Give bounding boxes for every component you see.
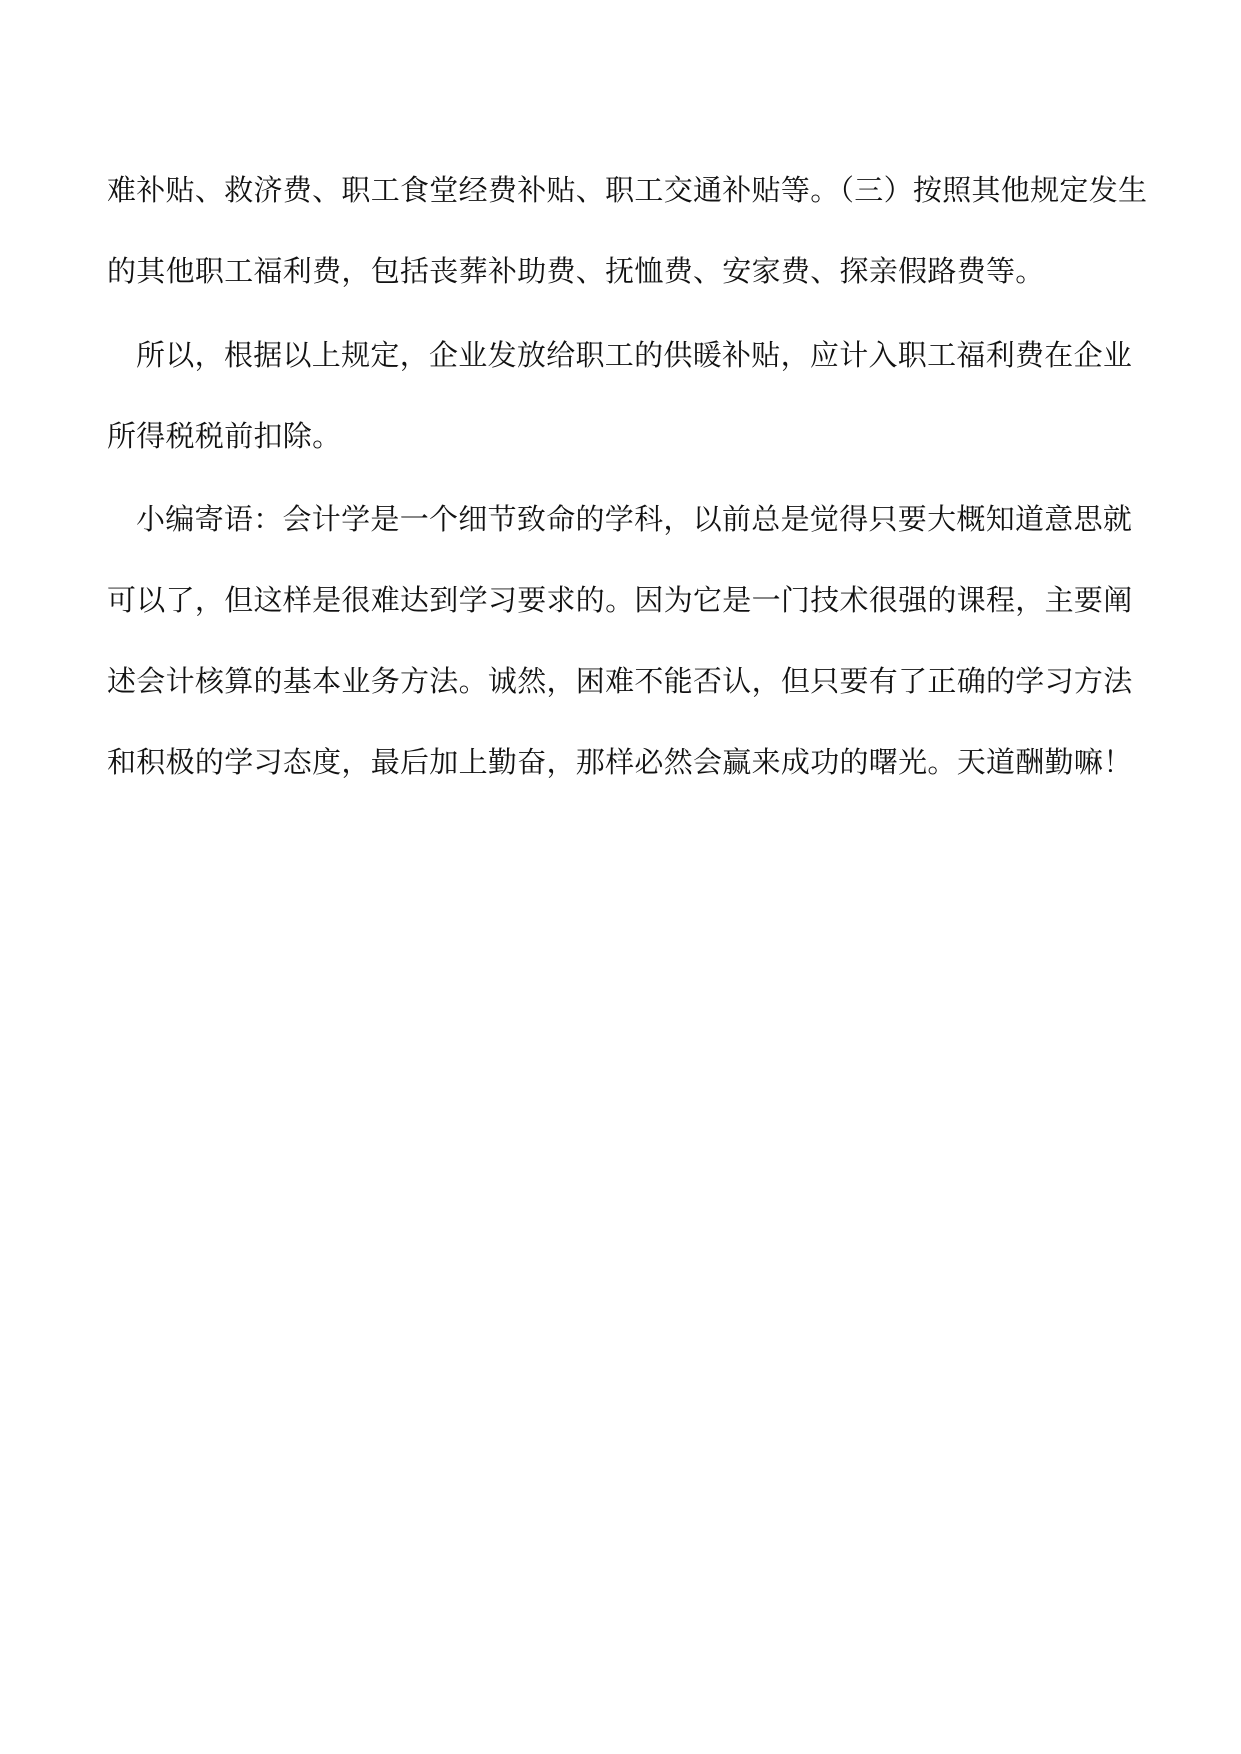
- paragraph-line: 难补贴、救济费、职工食堂经费补贴、职工交通补贴等。（三）按照其他规定发生: [107, 173, 1148, 207]
- paragraph-line: 的其他职工福利费，包括丧葬补助费、抚恤费、安家费、探亲假路费等。: [107, 254, 1045, 288]
- paragraph-line: 小编寄语：会计学是一个细节致命的学科，以前总是觉得只要大概知道意思就: [136, 502, 1133, 536]
- paragraph-line: 可以了，但这样是很难达到学习要求的。因为它是一门技术很强的课程，主要阐: [107, 583, 1133, 617]
- paragraph-line: 所以，根据以上规定，企业发放给职工的供暖补贴，应计入职工福利费在企业: [136, 338, 1133, 372]
- paragraph-line: 所得税税前扣除。: [107, 419, 342, 453]
- paragraph-line: 和积极的学习态度，最后加上勤奋，那样必然会赢来成功的曙光。天道酬勤嘛！: [107, 745, 1133, 779]
- paragraph-line: 述会计核算的基本业务方法。诚然，困难不能否认，但只要有了正确的学习方法: [107, 664, 1133, 698]
